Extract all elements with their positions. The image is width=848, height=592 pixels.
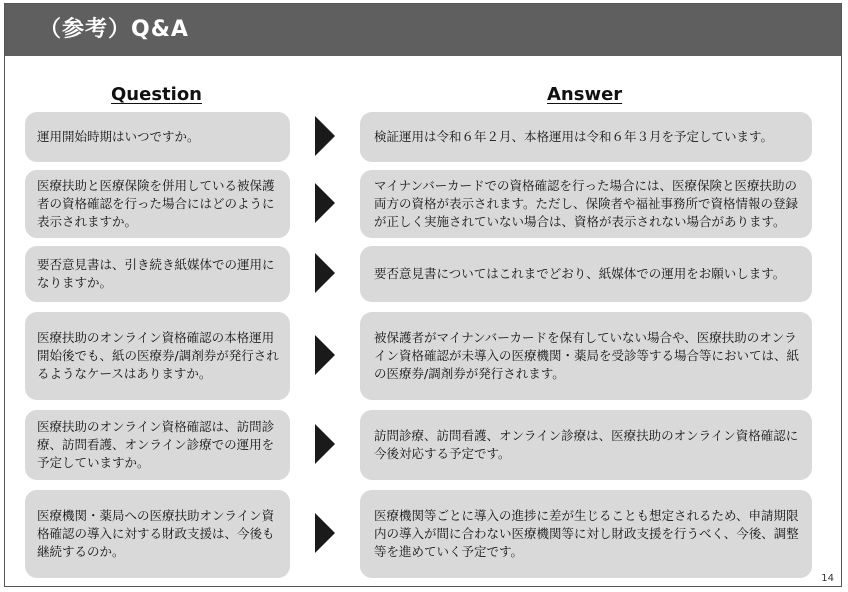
arrow-right-icon	[315, 183, 335, 223]
question-header: Question	[111, 84, 202, 105]
answer-box-1	[360, 112, 812, 162]
page-title: （参考）Q&A	[39, 17, 189, 42]
question-text: 要否意見書は、引き続き紙媒体での運用になりますか。	[37, 257, 275, 290]
answer-box-5	[360, 410, 812, 480]
question-box-4	[25, 312, 290, 400]
arrow-right-icon	[315, 253, 335, 293]
arrow-right-icon	[315, 513, 335, 553]
answer-box-6	[360, 490, 812, 578]
arrow-right-icon	[315, 116, 335, 156]
answer-box-2	[360, 170, 812, 238]
answer-text: 被保護者がマイナンバーカードを保有していない場合や、医療扶助のオンライン資格確認が未導入の医療機関・薬局を受診等する場合等においては、紙の医療券/調剤券が発行されます。	[374, 330, 800, 381]
question-text: 医療扶助のオンライン資格確認は、訪問診療、訪問看護、オンライン診療での運用を予定していますか。	[37, 419, 275, 470]
question-box-2	[25, 170, 290, 238]
answer-header: Answer	[547, 84, 623, 105]
question-box-6	[25, 490, 290, 578]
question-box-5	[25, 410, 290, 480]
title-bar	[5, 4, 841, 56]
answer-text: 医療機関等ごとに導入の進捗に差が生じることも想定されるため、申請期限内の導入が間に合わない医療機関等に対し財政支援を行うべく、今後、調整等を進めていく予定です。	[374, 508, 799, 559]
answer-text: 検証運用は令和６年２月、本格運用は令和６年３月を予定しています。	[374, 129, 774, 144]
question-box-1	[25, 112, 290, 162]
question-text: 運用開始時期はいつですか。	[37, 129, 200, 144]
answer-box-4	[360, 312, 812, 400]
answer-text: 要否意見書についてはこれまでどおり、紙媒体での運用をお願いします。	[374, 266, 786, 281]
answer-text: マイナンバーカードでの資格確認を行った場合には、医療保険と医療扶助の両方の資格が表示されます。ただし、保険者や福祉事務所で資格情報の登録が正しく実施されていない場合は、資格が表示されない場合があります。	[374, 178, 799, 229]
question-text: 医療機関・薬局への医療扶助オンライン資格確認の導入に対する財政支援は、今後も継続するのか。	[37, 508, 275, 559]
answer-text: 訪問診療、訪問看護、オンライン診療は、医療扶助のオンライン資格確認に今後対応する予定です。	[374, 428, 799, 461]
question-text: 医療扶助のオンライン資格確認の本格運用開始後でも、紙の医療券/調剤券が発行されるようなケースはありますか。	[37, 330, 279, 381]
question-text: 医療扶助と医療保険を併用している被保護者の資格確認を行った場合にはどのように表示されますか。	[37, 178, 275, 229]
arrow-right-icon	[315, 335, 335, 375]
answer-box-3	[360, 246, 812, 302]
page-number: 14	[821, 573, 834, 584]
arrow-right-icon	[315, 424, 335, 464]
question-box-3	[25, 246, 290, 302]
